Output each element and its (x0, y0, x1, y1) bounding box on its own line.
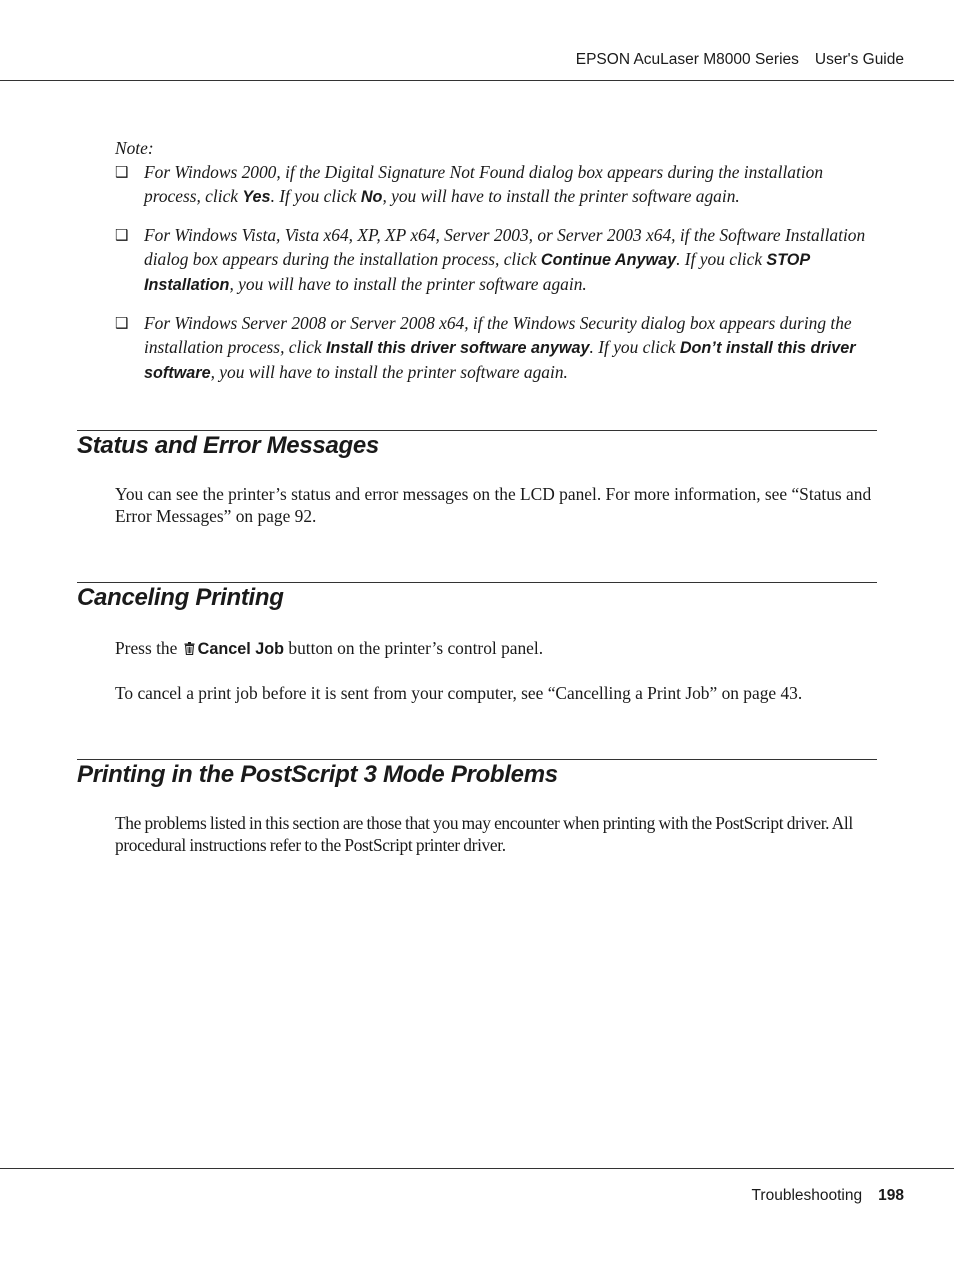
note-text: , you will have to install the printer software again. (229, 274, 587, 294)
checkbox-icon: ❑ (115, 163, 129, 181)
checkbox-icon: ❑ (115, 314, 129, 332)
page-footer (752, 1187, 904, 1205)
postscript-paragraph: The problems listed in this section are those that you may encounter when printing with the PostScript driver. All procedural instructions refer to the PostScript printer driver. (115, 813, 853, 855)
note-text: . If you click (270, 186, 361, 206)
note-text: For Windows 2000, if the Digital Signature Not Found dialog box appears during the installation process, click (144, 162, 824, 206)
page-number: 198 (878, 1187, 904, 1204)
note-text: . If you click (589, 337, 680, 357)
note-label: Note: (115, 138, 154, 158)
header-product: EPSON AcuLaser M8000 Series (575, 51, 799, 68)
note-text: For Windows Server 2008 or Server 2008 x64, if the Windows Security dialog box appears during the installation process, click (144, 313, 852, 357)
footer-rule (0, 1168, 954, 1169)
canceling-text-before: Press the (115, 638, 182, 658)
note-text: , you will have to install the printer software again. (210, 362, 568, 382)
note-item (115, 311, 880, 385)
trash-icon (184, 642, 195, 655)
note-text: . If you click (676, 249, 767, 269)
note-text: , you will have to install the printer software again. (382, 186, 740, 206)
page-header (0, 0, 954, 81)
note-text: For Windows Vista, Vista x64, XP, XP x64, Server 2003, or Server 2003 x64, if the Software Installation dialog box appears during the installation process, click (144, 225, 866, 269)
note-bold: Continue Anyway (540, 251, 677, 269)
header-rule (0, 80, 954, 81)
note-item (115, 223, 880, 297)
section-rule (77, 582, 877, 583)
section-title-status: Status and Error Messages (77, 432, 379, 459)
note-bold: Install this driver software anyway (325, 339, 590, 357)
canceling-text-after: button on the printer’s control panel. (284, 638, 544, 658)
cancel-job-label: Cancel Job (197, 640, 285, 658)
section-title-postscript: Printing in the PostScript 3 Mode Problems (77, 761, 558, 788)
canceling-paragraph-2: To cancel a print job before it is sent from your computer, see “Cancelling a Print Job” on page 43. (115, 683, 803, 703)
section-rule (77, 759, 877, 760)
footer-chapter: Troubleshooting (751, 1187, 863, 1204)
canceling-paragraph-1 (115, 637, 880, 660)
header-guide: User's Guide (814, 51, 904, 68)
checkbox-icon: ❑ (115, 226, 129, 244)
note-bold: Yes (242, 188, 271, 206)
note-block (115, 136, 880, 385)
section-title-canceling: Canceling Printing (77, 584, 284, 611)
status-paragraph: You can see the printer’s status and error messages on the LCD panel. For more information, see “Status and Error Messages” on page 92. (115, 484, 872, 526)
note-bold: No (360, 188, 383, 206)
note-item (115, 160, 880, 209)
section-rule (77, 430, 877, 431)
header-text (576, 51, 904, 69)
note-bold: STOP Installation (144, 251, 810, 294)
note-bold: Don’t install this driver software (144, 339, 856, 382)
